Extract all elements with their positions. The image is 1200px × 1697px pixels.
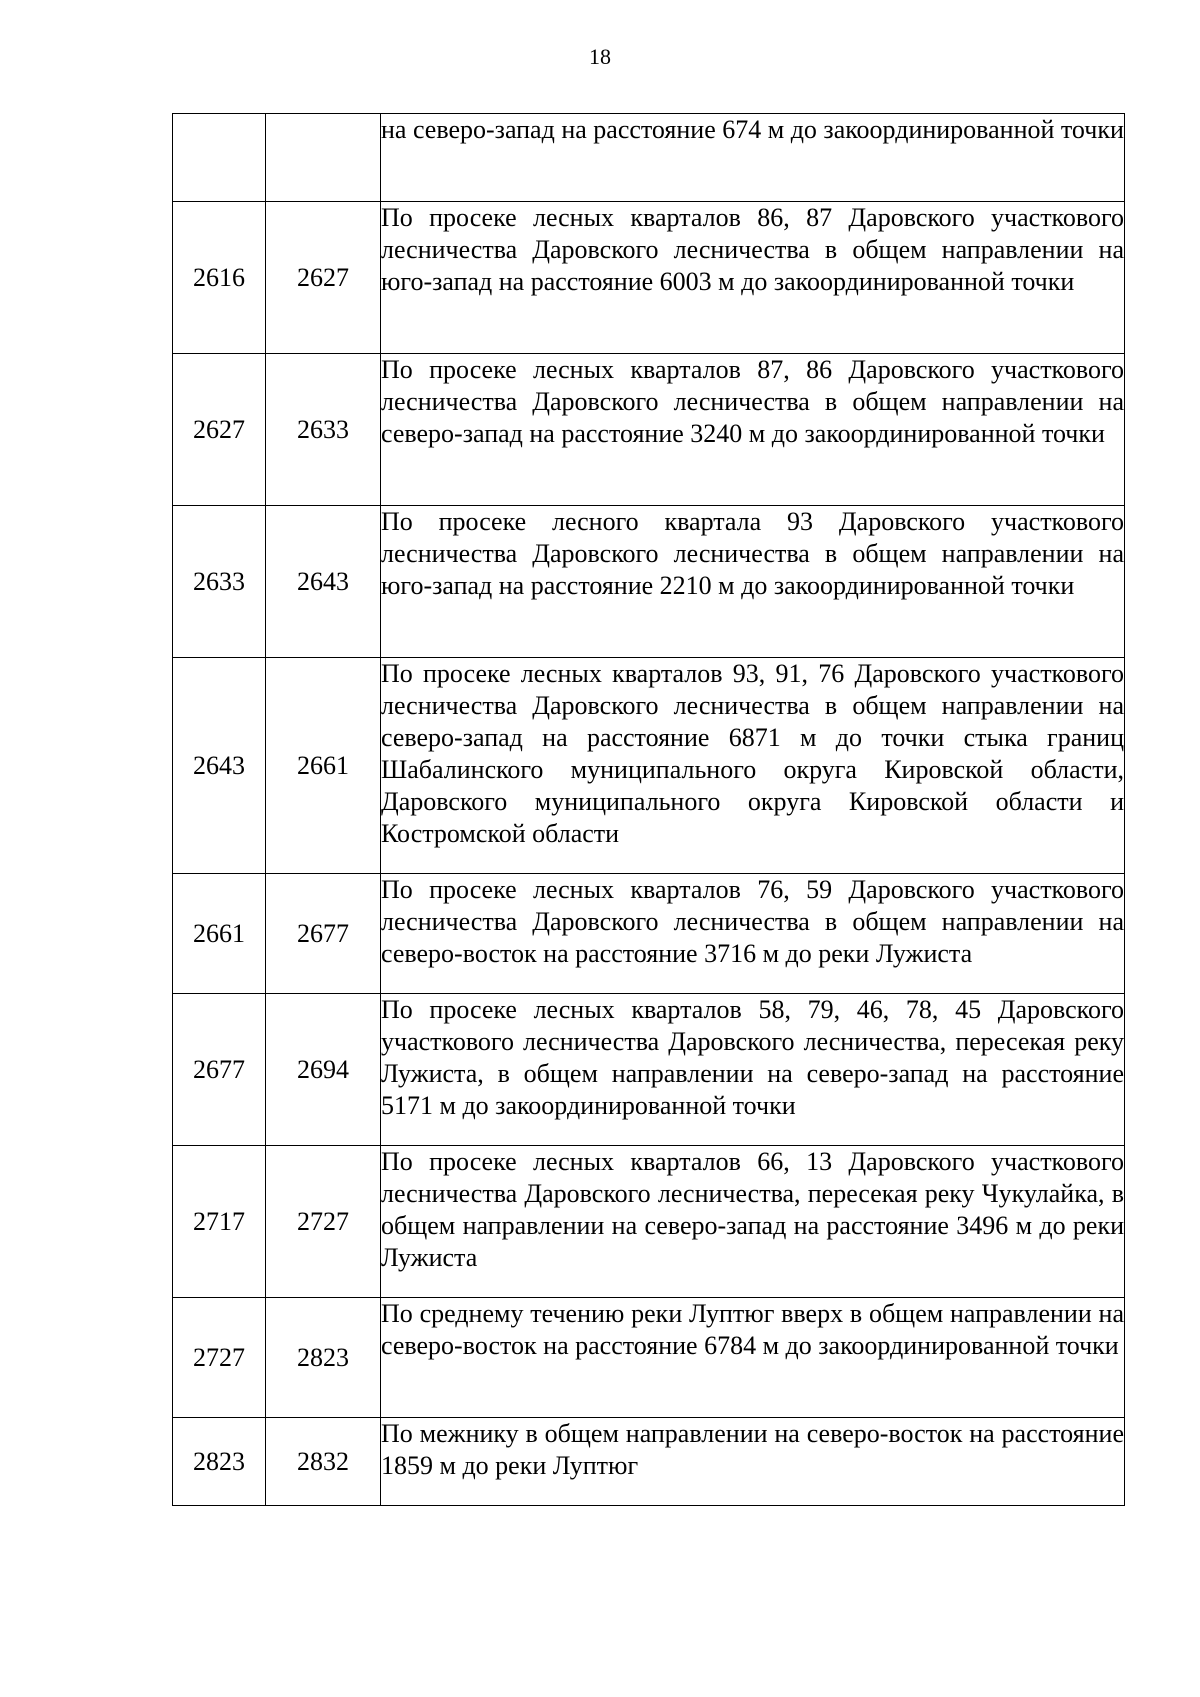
point-to: [266, 114, 381, 202]
point-to: 2643: [266, 506, 381, 658]
point-to: 2694: [266, 994, 381, 1146]
boundary-description: По просеке лесного квартала 93 Даровского участкового лесничества Даровского лесничества в общем направлении на юго-запад на расстояние 2210 м до закоординированной точки: [381, 506, 1125, 658]
point-from: 2643: [173, 658, 266, 874]
point-from: [173, 114, 266, 202]
table-row: [173, 354, 1125, 506]
point-from: 2717: [173, 1146, 266, 1298]
boundary-description: По просеке лесных кварталов 66, 13 Даровского участкового лесничества Даровского лесничества, пересекая реку Чукулайка, в общем направлении на северо-запад на расстояние 3496 м до реки Лужиста: [381, 1146, 1125, 1298]
boundary-description: По просеке лесных кварталов 58, 79, 46, 78, 45 Даровского участкового лесничества Даровского лесничества, пересекая реку Лужиста, в общем направлении на северо-запад на расстояние 5171 м до закоординированной точки: [381, 994, 1125, 1146]
point-from: 2633: [173, 506, 266, 658]
point-to: 2627: [266, 202, 381, 354]
boundary-description: По просеке лесных кварталов 93, 91, 76 Даровского участкового лесничества Даровского лесничества в общем направлении на северо-запад на расстояние 6871 м до точки стыка границ Шабалинского муниципального округа Кировской области, Даровского муниципального округа Кировской области и Костромской области: [381, 658, 1125, 874]
table-row: [173, 1298, 1125, 1418]
point-to: 2677: [266, 874, 381, 994]
boundary-description: По межнику в общем направлении на северо-восток на расстояние 1859 м до реки Луптюг: [381, 1418, 1125, 1506]
table-row: [173, 506, 1125, 658]
page-number: 18: [589, 44, 611, 69]
table-row: [173, 874, 1125, 994]
point-from: 2627: [173, 354, 266, 506]
point-from: 2727: [173, 1298, 266, 1418]
table-row: [173, 1418, 1125, 1506]
table-row: [173, 114, 1125, 202]
point-from: 2661: [173, 874, 266, 994]
point-to: 2832: [266, 1418, 381, 1506]
boundary-description: По среднему течению реки Луптюг вверх в общем направлении на северо-восток на расстояние 6784 м до закоординированной точки: [381, 1298, 1125, 1418]
table-row: [173, 658, 1125, 874]
boundary-description: По просеке лесных кварталов 86, 87 Даровского участкового лесничества Даровского лесничества в общем направлении на юго-запад на расстояние 6003 м до закоординированной точки: [381, 202, 1125, 354]
point-to: 2727: [266, 1146, 381, 1298]
point-from: 2616: [173, 202, 266, 354]
point-to: 2633: [266, 354, 381, 506]
boundary-description: на северо-запад на расстояние 674 м до закоординированной точки: [381, 114, 1125, 202]
boundary-description-table: [172, 113, 1125, 1506]
point-to: 2661: [266, 658, 381, 874]
boundary-description: По просеке лесных кварталов 87, 86 Даровского участкового лесничества Даровского лесничества в общем направлении на северо-запад на расстояние 3240 м до закоординированной точки: [381, 354, 1125, 506]
boundary-description: По просеке лесных кварталов 76, 59 Даровского участкового лесничества Даровского лесничества в общем направлении на северо-восток на расстояние 3716 м до реки Лужиста: [381, 874, 1125, 994]
table-row: [173, 202, 1125, 354]
point-to: 2823: [266, 1298, 381, 1418]
table-row: [173, 1146, 1125, 1298]
point-from: 2677: [173, 994, 266, 1146]
table-row: [173, 994, 1125, 1146]
point-from: 2823: [173, 1418, 266, 1506]
